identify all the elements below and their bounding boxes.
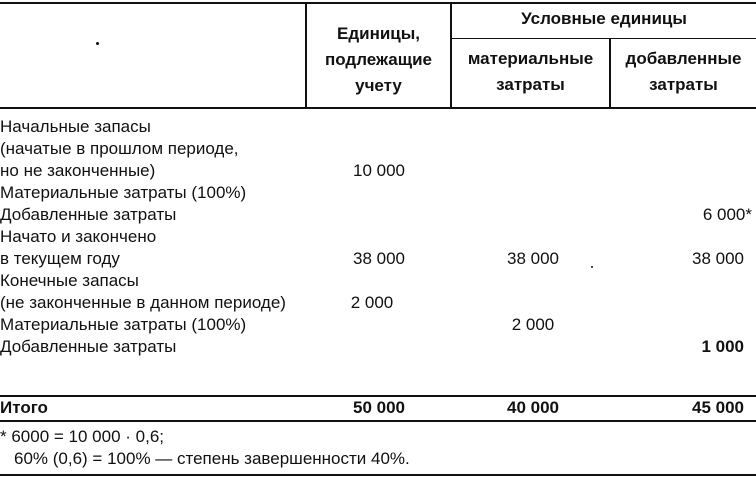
header-added: добавленные затраты (625, 49, 742, 94)
cell-material: 2 000 (511, 315, 555, 334)
group-rule (450, 38, 756, 39)
cell-material: 38 000 (507, 249, 559, 268)
cell-units: 2 000 (350, 293, 394, 312)
header-units: Единицы, подлежащие учету (325, 24, 432, 95)
header-material: материальные затраты (467, 49, 594, 94)
row-label: (не законченные в данном периоде) (0, 293, 286, 312)
header-conditional-units: Условные единицы (521, 9, 687, 28)
row-label: в текущем году (0, 249, 120, 268)
row-label: Начальные запасы (0, 117, 151, 136)
stray-dot (96, 42, 99, 45)
cell-added: 6 000* (702, 205, 752, 224)
row-label: Начато и закончено (0, 227, 157, 246)
total-bottom-rule (0, 420, 756, 422)
bottom-rule (0, 474, 756, 476)
row-label: Добавленные затраты (0, 205, 177, 224)
cell-units: 10 000 (353, 161, 405, 180)
row-label: Материальные затраты (100%) (0, 315, 247, 334)
row-label: Конечные запасы (0, 271, 139, 290)
cell-added: 38 000 (692, 249, 744, 268)
total-units: 50 000 (353, 398, 405, 417)
total-label: Итого (0, 398, 48, 417)
footnote-line-2: 60% (0,6) = 100% — степень завершенности 40%. (14, 449, 410, 468)
row-label: (начатые в прошлом периоде, (0, 139, 239, 158)
top-rule (0, 2, 756, 4)
header-rule (0, 107, 756, 109)
row-label: Материальные затраты (100%) (0, 183, 247, 202)
total-material: 40 000 (507, 398, 559, 417)
total-added: 45 000 (692, 398, 744, 417)
cell-added: 1 000 (701, 337, 744, 356)
row-label: Добавленные затраты (0, 337, 177, 356)
footnote-line-1: * 6000 = 10 000 · 0,6; (0, 427, 164, 446)
row-label: но не законченные) (0, 161, 156, 180)
cell-units: 38 000 (353, 249, 405, 268)
